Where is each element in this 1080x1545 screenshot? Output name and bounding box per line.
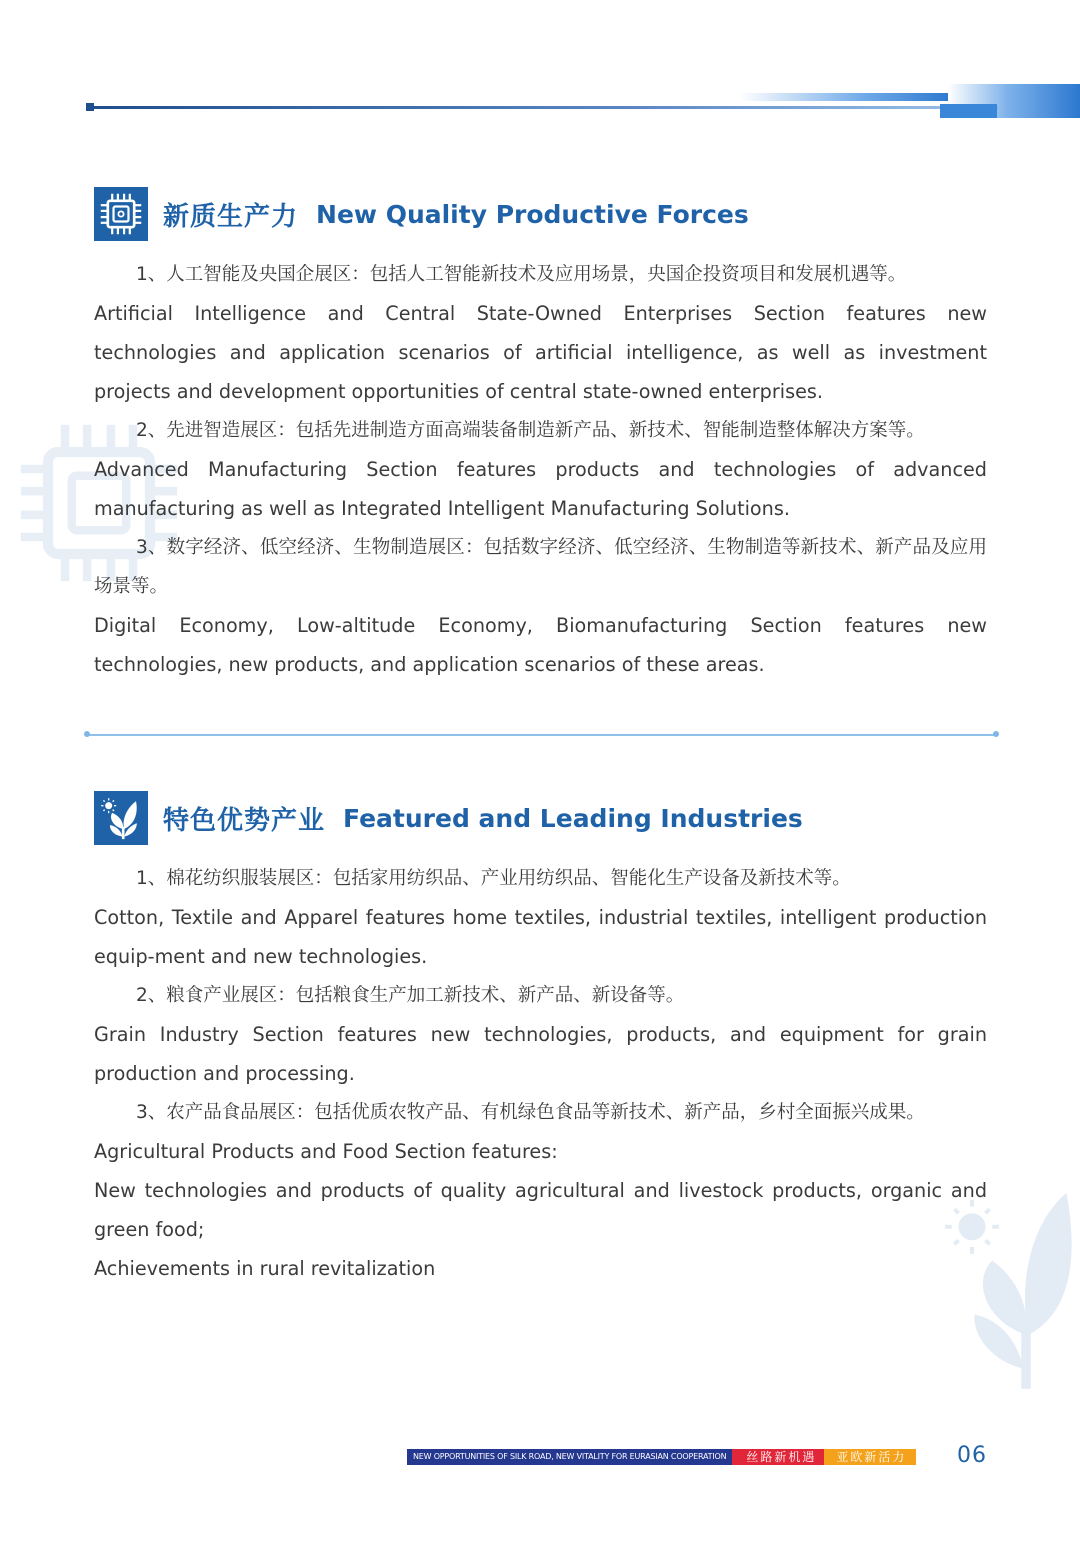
paragraph-zh: 3、农产品食品展区：包括优质农牧产品、有机绿色食品等新技术、新产品，乡村全面振兴成果。 — [136, 1102, 925, 1123]
paragraph-zh: 2、粮食产业展区：包括粮食生产加工新技术、新产品、新设备等。 — [136, 985, 685, 1006]
footer-slogan-en: NEW OPPORTUNITIES OF SILK ROAD, NEW VITALITY FOR EURASIAN COOPERATION — [407, 1449, 732, 1465]
section-title-en: New Quality Productive Forces — [316, 199, 749, 229]
footer-slogan-zh-2: 亚欧新活力 — [824, 1449, 916, 1465]
paragraph-en: Agricultural Products and Food Section features: — [94, 1140, 558, 1163]
section-body — [94, 255, 987, 684]
header-rule — [88, 106, 998, 109]
section-new-quality-productive-forces — [94, 186, 987, 684]
section-divider — [86, 734, 998, 736]
paragraph-en: Grain Industry Section features new technologies, products, and equipment for grain production and processing. — [94, 1023, 987, 1085]
section-title-en: Featured and Leading Industries — [343, 803, 803, 833]
paragraph-en: New technologies and products of quality agricultural and livestock products, organic and green food; — [94, 1179, 987, 1241]
section-heading — [94, 186, 987, 242]
page-number: 06 — [957, 1443, 987, 1468]
footer-slogan-zh-1: 丝路新机遇 — [732, 1449, 824, 1465]
section-title-zh: 特色优势产业 — [163, 805, 326, 836]
section-body — [94, 859, 987, 1288]
header-accent-bar — [740, 93, 948, 101]
paragraph-en: Cotton, Textile and Apparel features home textiles, industrial textiles, intelligent production equip-ment and new technologies. — [94, 906, 987, 968]
paragraph-en: Advanced Manufacturing Section features products and technologies of advanced manufacturing as well as Integrated Intelligent Manufacturing Solutions. — [94, 458, 987, 520]
paragraph-zh: 1、人工智能及央国企展区：包括人工智能新技术及应用场景，央国企投资项目和发展机遇等。 — [136, 264, 907, 285]
paragraph-en: Achievements in rural revitalization — [94, 1257, 436, 1280]
chip-icon — [94, 187, 148, 241]
paragraph-zh: 3、数字经济、低空经济、生物制造展区：包括数字经济、低空经济、生物制造等新技术、新产品及应用场景等。 — [94, 537, 987, 597]
plant-sun-icon — [94, 791, 148, 845]
section-featured-leading-industries — [94, 790, 987, 1288]
paragraph-en: Artificial Intelligence and Central State-Owned Enterprises Section features new technologies and application scenarios of artificial intelligence, as well as investment projects and development opportunities of central state-owned enterprises. — [94, 302, 987, 403]
section-title-zh: 新质生产力 — [163, 201, 299, 232]
divider-dot — [993, 731, 999, 737]
divider-dot — [84, 731, 90, 737]
paragraph-zh: 2、先进智造展区：包括先进制造方面高端装备制造新产品、新技术、智能制造整体解决方案等。 — [136, 420, 925, 441]
header-accent-block-small — [940, 104, 997, 118]
section-heading — [94, 790, 987, 846]
footer-slogan — [407, 1448, 916, 1466]
paragraph-zh: 1、棉花纺织服装展区：包括家用纺织品、产业用纺织品、智能化生产设备及新技术等。 — [136, 868, 851, 889]
paragraph-en: Digital Economy, Low-altitude Economy, Biomanufacturing Section features new technologies, new products, and application scenarios of these areas. — [94, 614, 987, 676]
